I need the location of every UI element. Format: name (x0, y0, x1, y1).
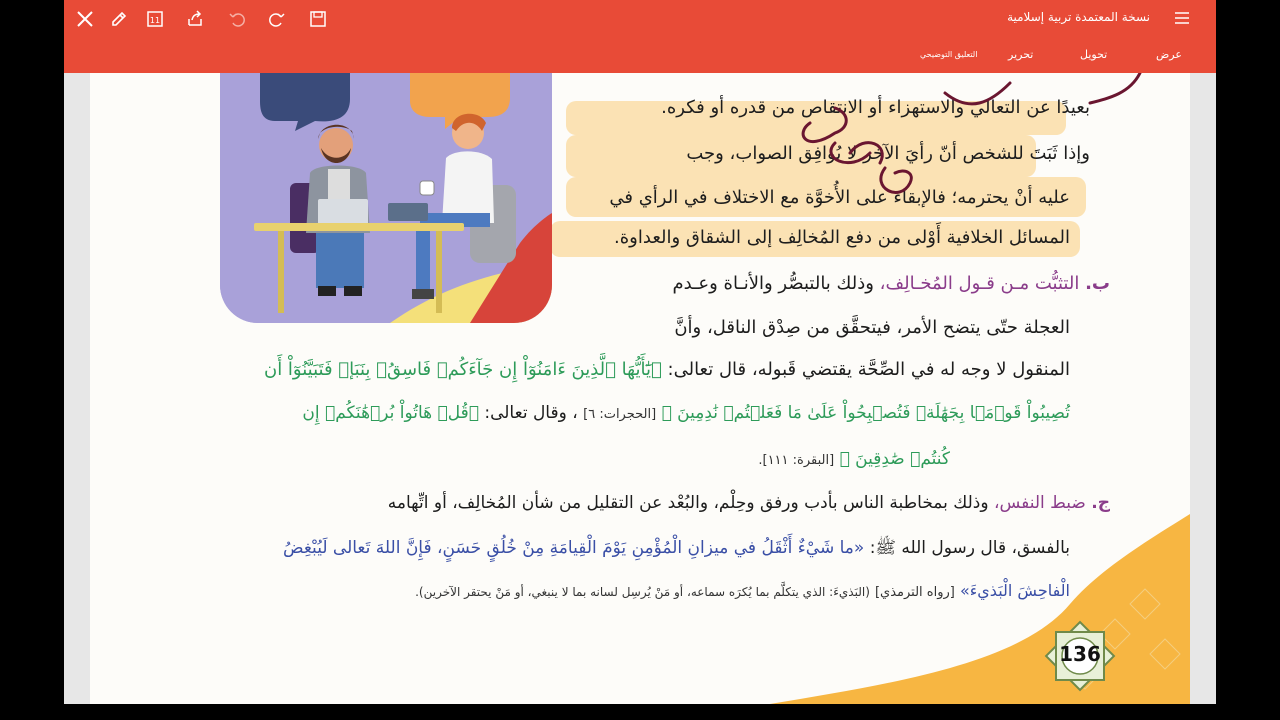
verse-reference: [الحجرات: ٦] (583, 407, 657, 422)
undo-icon[interactable] (224, 6, 250, 32)
top-toolbar (64, 0, 1216, 73)
section-b-text: وذلك بالتبصُّر والأنـاة وعـدم (672, 273, 874, 294)
section-b-marker: ب. (1085, 273, 1110, 294)
section-c-text: بالفسق، قال رسول الله ﷺ: (869, 538, 1070, 558)
section-b-line (264, 359, 1070, 380)
section-c-line (388, 493, 1110, 513)
redo-icon[interactable] (264, 6, 290, 32)
share-icon[interactable] (182, 6, 208, 32)
section-b-line (758, 449, 950, 469)
close-icon[interactable] (72, 6, 98, 32)
quran-verse: ﴿يَٰٓأَيُّهَا ٱلَّذِينَ ءَامَنُوٓاْ إِن جَآءَكُمۡ فَاسِقُۢ بِنَبَإٖ فَتَبَيَّنُوٓاْ أَن (263, 359, 662, 380)
hadith-text: «ما شَيْءٌ أَثْقَلُ في ميزانِ الْمُؤْمِنِ يَوْمَ الْقِيامَةِ مِنْ خُلُقٍ حَسَنٍ، فَإِنَّ اللهَ تَعالى لَيُبْغِضُ (283, 538, 865, 558)
paragraph-line: وإذا ثَبَتَ للشخص أنّ رأيَ الآخر لا يُوافِق الصواب، وجب (686, 143, 1090, 164)
svg-text:11: 11 (149, 16, 161, 25)
section-b-line (673, 273, 1110, 294)
tab-annotate[interactable]: التعليق التوضيحي (920, 50, 978, 59)
tab-view[interactable]: عرض (1156, 48, 1182, 61)
paragraph-line: بعيدًا عن التعالي والاستهزاء أو الانتقاص من قدره أو فكره. (661, 97, 1090, 118)
paragraph-line: المسائل الخلافية أَوْلى من دفع المُخالِف إلى الشقاق والعداوة. (614, 227, 1070, 248)
menu-icon[interactable] (1174, 10, 1194, 28)
page-count-icon[interactable] (142, 6, 168, 32)
pen-icon[interactable] (106, 6, 132, 32)
quran-verse: تُصِيبُواْ قَوۡمَۢا بِجَهَٰلَةٖ فَتُصۡبِحُواْ عَلَىٰ مَا فَعَلۡتُمۡ نَٰدِمِينَ ﴾ (661, 403, 1070, 423)
section-b-line (302, 403, 1070, 423)
quran-verse: كُنتُمۡ صَٰدِقِينَ ﴾ (839, 449, 950, 469)
hadith-reference: [رواه الترمذي] (874, 585, 955, 600)
section-c-marker: ج. (1091, 493, 1110, 513)
section-c-line (415, 581, 1070, 600)
page-number: 136 (1059, 642, 1101, 666)
section-c-line (283, 537, 1070, 562)
paragraph-line: عليه أنْ يحترمه؛ فالإبقاء على الأُخوَّة مع الاختلاف في الرأي في (609, 187, 1070, 208)
footnote-open: ( (865, 585, 870, 599)
document-page (90, 73, 1190, 704)
save-icon[interactable] (305, 6, 331, 32)
section-b-line: العجلة حتّى يتضح الأمر، فيتحقَّق من صِدْق الناقل، وأنَّ (674, 317, 1070, 338)
footnote-text: : الذي يتكلَّم بما يُكرَه سماعه، أو مَنْ يُرسِل لسانه بما لا ينبغي، أو مَنْ يحتقر الآخرين). (415, 585, 834, 599)
tab-edit[interactable]: تحرير (1008, 48, 1034, 61)
discussion-illustration (220, 73, 552, 323)
section-b-text: المنقول لا وجه له في الصِّحَّة يقتضي قَبوله، قال تعالى: (667, 359, 1070, 380)
section-b-text: ، وقال تعالى: (484, 403, 578, 423)
verse-reference: [البقرة: ١١١]. (758, 453, 835, 468)
tab-convert[interactable]: تحويل (1080, 48, 1108, 61)
hadith-text: الْفاحِشَ الْبَذيءَ» (959, 581, 1070, 600)
document-title: نسخة المعتمدة تربية إسلامية (1007, 10, 1150, 24)
quran-verse: ﴿قُلۡ هَاتُواْ بُرۡهَٰنَكُمۡ إِن (302, 403, 479, 423)
section-c-text: وذلك بمخاطبة الناس بأدب ورفق وحِلْم، والبُعْد عن التقليل من شأن المُخالِف، أو اتِّهامه (387, 493, 989, 513)
section-c-heading: ضبط النفس، (993, 493, 1086, 513)
pdf-reader-app (64, 0, 1216, 704)
section-b-heading: التثبُّت مـن قـول المُخـالِف، (879, 273, 1080, 294)
footnote-term: البَذيءَ (833, 585, 866, 599)
